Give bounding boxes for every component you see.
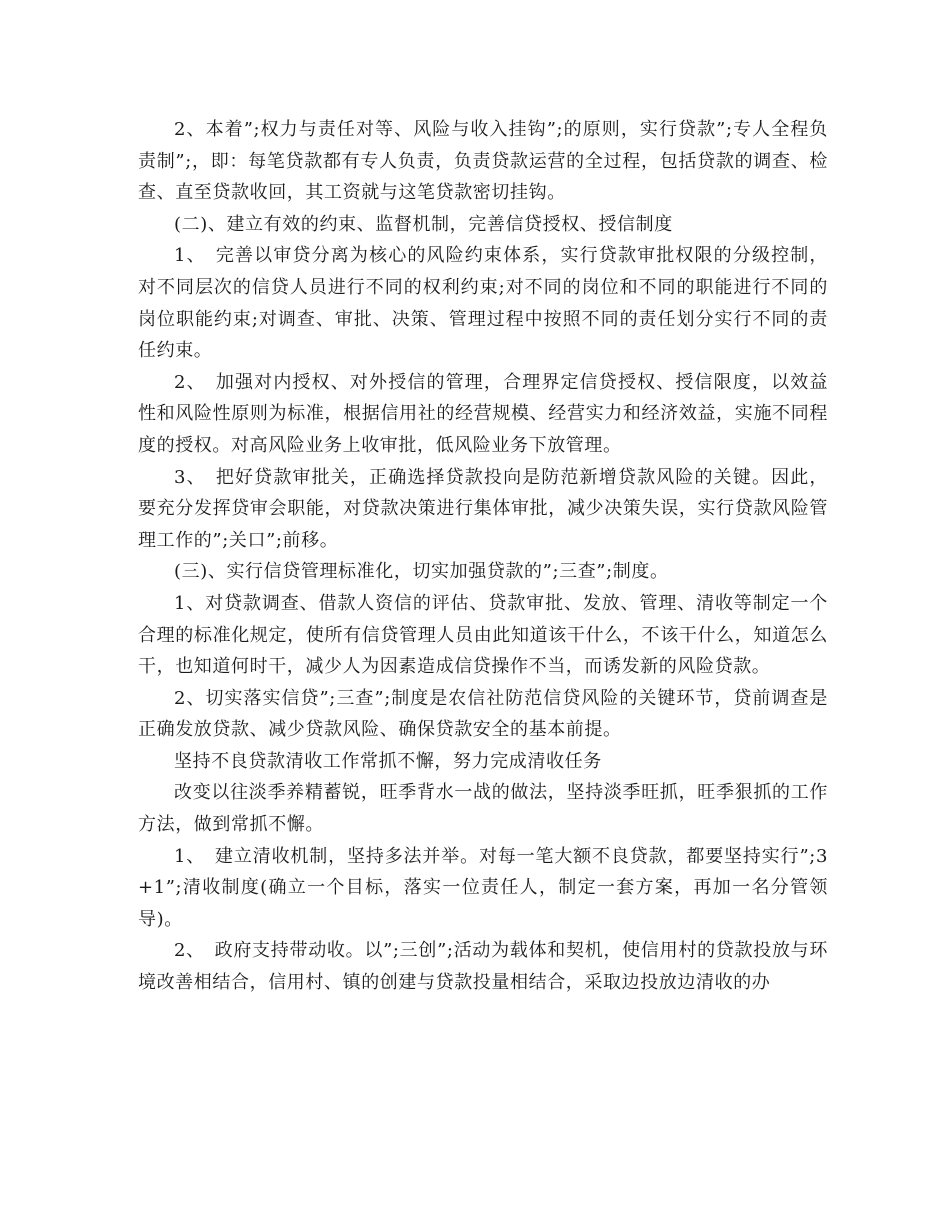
section-heading-bad-loan-collection: 坚持不良贷款清收工作常抓不懈，努力完成清收任务 (174, 750, 602, 772)
paragraph-collection-mechanism: 1、 建立清收机制，坚持多法并举。对每一笔大额不良贷款，都要坚持实行”;3+1”;清收制度(确立一个目标，落实一位责任人，制定一套方案，再加一名分管领导)。 (138, 845, 828, 930)
paragraph-loan-approval: 3、 把好贷款审批关，正确选择贷款投向是防范新增贷款风险的关键。因此，要充分发挥贷审会职能，对贷款决策进行集体审批，减少决策失误，实行贷款风险管理工作的”;关口”;前移。 (138, 466, 828, 551)
paragraph-government-support: 2、 政府支持带动收。以”;三创”;活动为载体和契机，使信用村的贷款投放与环境改善相结合，信用村、镇的创建与贷款投量相结合，采取边投放边清收的办 (138, 940, 828, 994)
paragraph-responsibility-principle: 2、本着”;权力与责任对等、风险与收入挂钩”;的原则，实行贷款”;专人全程负责制”;，即：每笔贷款都有专人负责，负责贷款运营的全过程，包括贷款的调查、检查、直至贷款收回，其工资就与这笔贷款密切挂钩。 (138, 119, 828, 204)
paragraph-work-method: 改变以往淡季养精蓄锐，旺季背水一战的做法，坚持淡季旺抓，旺季狠抓的工作方法，做到常抓不懈。 (138, 782, 828, 836)
paragraph-authorization-management: 2、 加强对内授权、对外授信的管理，合理界定信贷授权、授信限度，以效益性和风险性原则为标准，根据信用社的经营规模、经营实力和经济效益，实施不同程度的授权。对高风险业务上收审批，低风险业务下放管理。 (138, 371, 828, 456)
document-body (138, 114, 828, 999)
paragraph-three-checks: 2、切实落实信贷”;三查”;制度是农信社防范信贷风险的关键环节，贷前调查是正确发放贷款、减少贷款风险、确保贷款安全的基本前提。 (138, 687, 828, 741)
paragraph-standardized-rules: 1、对贷款调查、借款人资信的评估、贷款审批、发放、管理、清收等制定一个合理的标准化规定，使所有信贷管理人员由此知道该干什么，不该干什么，知道怎么干，也知道何时干，减少人为因素造成信贷操作不当，而诱发新的风险贷款。 (138, 592, 828, 678)
section-heading-standardization: (三)、实行信贷管理标准化，切实加强贷款的”;三查”;制度。 (174, 561, 669, 583)
paragraph-risk-constraint-system: 1、 完善以审贷分离为核心的风险约束体系，实行贷款审批权限的分级控制，对不同层次的信贷人员进行不同的权利约束;对不同的岗位和不同的职能进行不同的岗位职能约束;对调查、审批、决策、管理过程中按照不同的责任划分实行不同的责任约束。 (138, 245, 828, 362)
section-heading-constraint-mechanism: (二)、建立有效的约束、监督机制，完善信贷授权、授信制度 (174, 213, 673, 235)
